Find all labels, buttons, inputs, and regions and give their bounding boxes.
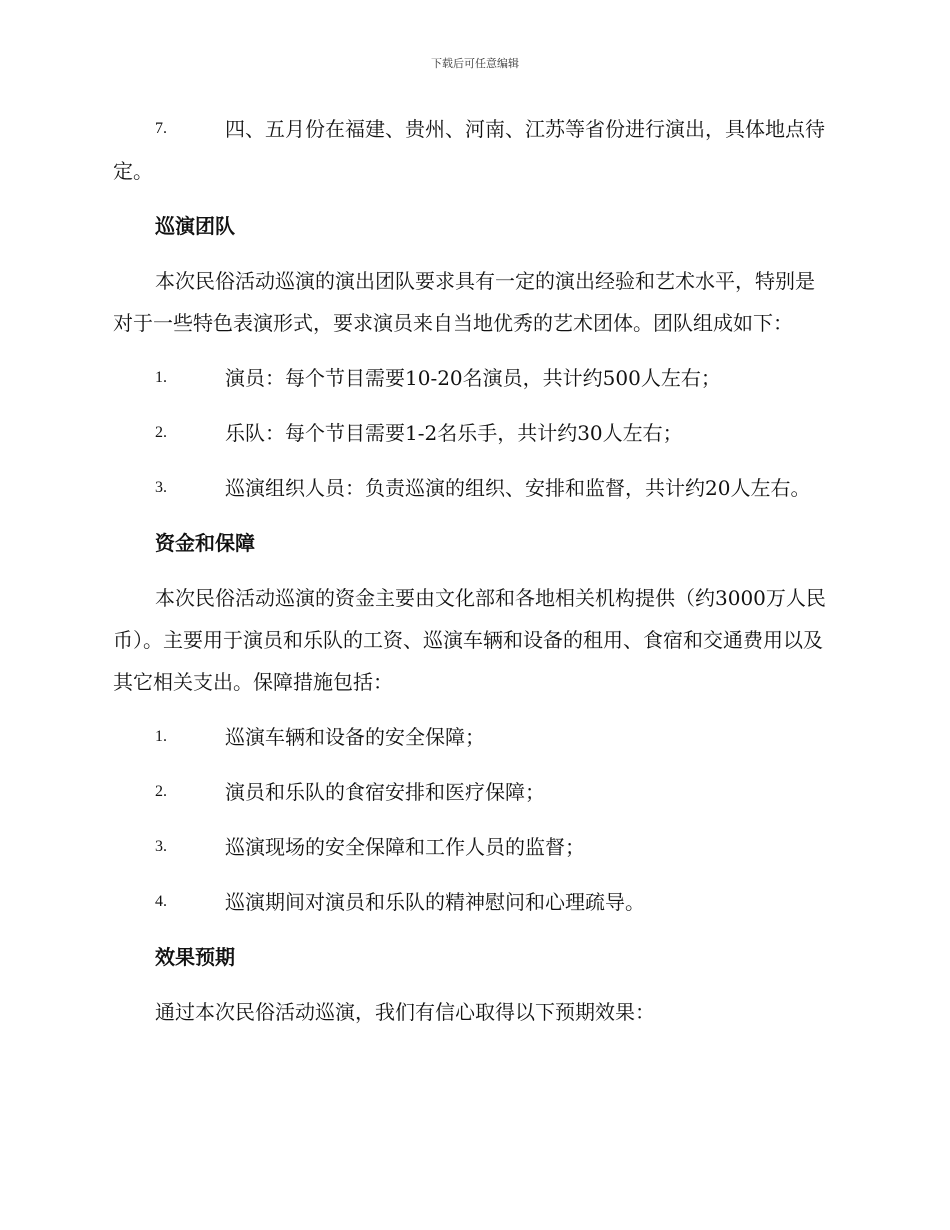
list-item-text: 巡演现场的安全保障和工作人员的监督； [225, 835, 585, 859]
list-item [113, 108, 833, 192]
list-item-number: 3. [155, 838, 167, 855]
list-item-number: 2. [155, 783, 167, 800]
effect-paragraph: 通过本次民俗活动巡演，我们有信心取得以下预期效果： [155, 1000, 655, 1024]
list-item [113, 357, 833, 399]
list-item [113, 771, 833, 813]
list-item-number: 1. [155, 728, 167, 745]
list-item [113, 412, 833, 454]
list-item-text: 巡演组织人员：负责巡演的组织、安排和监督，共计约20人左右。 [225, 476, 811, 500]
list-item-text: 乐队：每个节目需要1-2名乐手，共计约30人左右； [225, 421, 683, 445]
section-heading-team: 巡演团队 [155, 214, 235, 238]
team-paragraph: 本次民俗活动巡演的演出团队要求具有一定的演出经验和艺术水平，特别是对于一些特色表演形式，要求演员来自当地优秀的艺术团体。团队组成如下： [113, 269, 815, 335]
list-item-number: 2. [155, 424, 167, 441]
list-item-number: 1. [155, 369, 167, 386]
list-item-text: 演员：每个节目需要10-20名演员，共计约500人左右； [225, 366, 721, 390]
funding-paragraph: 本次民俗活动巡演的资金主要由文化部和各地相关机构提供（约3000万人民币）。主要用于演员和乐队的工资、巡演车辆和设备的租用、食宿和交通费用以及其它相关支出。保障措施包括： [113, 586, 826, 694]
list-item [113, 467, 833, 509]
list-item-text: 巡演期间对演员和乐队的精神慰问和心理疏导。 [225, 890, 645, 914]
list-item-text: 演员和乐队的食宿安排和医疗保障； [225, 780, 545, 804]
list-item-number: 3. [155, 479, 167, 496]
list-item [113, 716, 833, 758]
list-item [113, 881, 833, 923]
list-item-number: 4. [155, 893, 167, 910]
page-header: 下载后可任意编辑 [431, 57, 519, 70]
list-item-number: 7. [155, 120, 167, 137]
document-body [113, 108, 833, 1046]
list-item-text: 四、五月份在福建、贵州、河南、江苏等省份进行演出，具体地点待定。 [113, 117, 825, 183]
section-heading-effect: 效果预期 [155, 945, 235, 969]
section-heading-funding: 资金和保障 [155, 531, 255, 555]
list-item-text: 巡演车辆和设备的安全保障； [225, 725, 485, 749]
list-item [113, 826, 833, 868]
